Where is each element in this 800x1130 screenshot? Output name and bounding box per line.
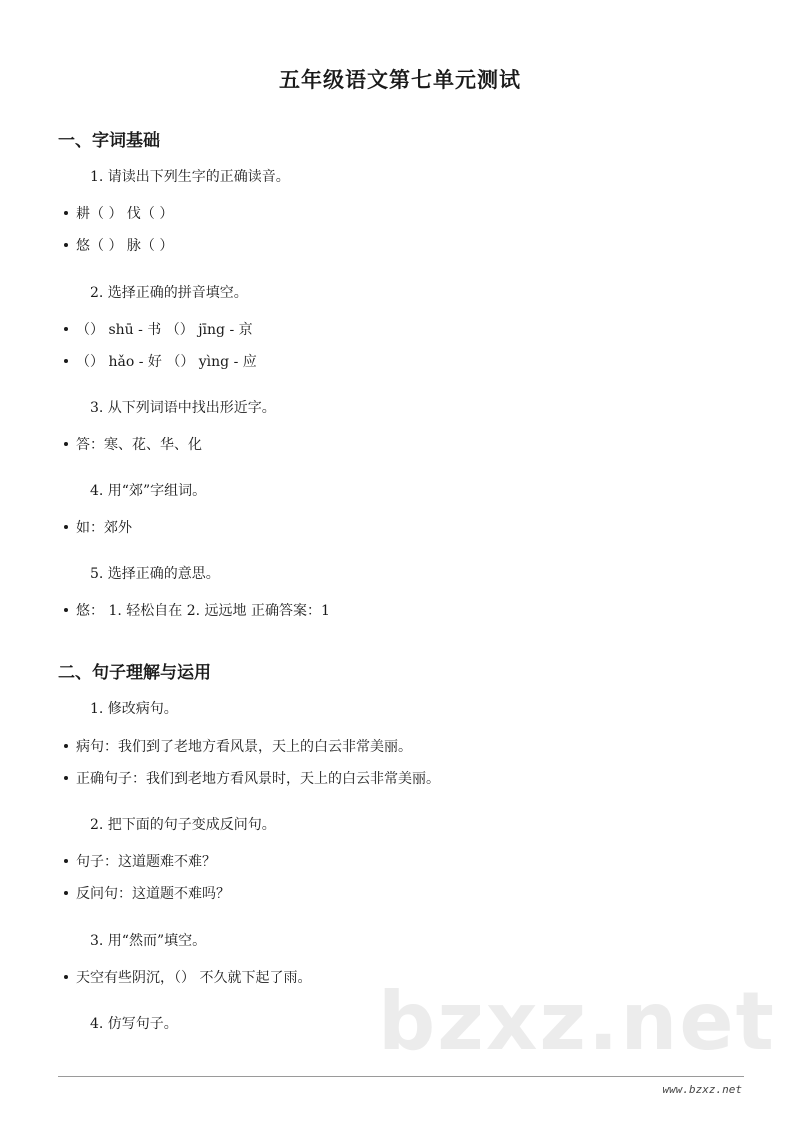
bullet-icon (64, 975, 68, 979)
question-2-1: 1. 修改病句。 (90, 701, 178, 717)
section-heading-1: 一、字词基础 (58, 131, 160, 151)
bullet-text: 反问句：这道题不难吗？ (76, 886, 230, 902)
bullet-item (64, 319, 253, 339)
bullet-text: 正确句子：我们到老地方看风景时，天上的白云非常美丽。 (76, 771, 440, 787)
question-1-4: 4. 用“郊”字组词。 (90, 483, 207, 499)
bullet-icon (64, 243, 68, 247)
bullet-item (64, 351, 257, 371)
bullet-icon (64, 442, 68, 446)
bullet-item (64, 235, 173, 255)
bullet-item (64, 434, 202, 454)
bullet-text: 句子：这道题难不难？ (76, 854, 216, 870)
bullet-item (64, 736, 412, 756)
bullet-item (64, 768, 440, 788)
bullet-text: 耕（ ） 伐（ ） (76, 206, 174, 222)
bullet-text: 天空有些阴沉，（） 不久就下起了雨。 (76, 970, 312, 986)
bullet-icon (64, 891, 68, 895)
bullet-text: （） hǎo - 好 （） yìng - 应 (76, 354, 257, 370)
footer-url: www.bzxz.net (662, 1083, 742, 1096)
bullet-item (64, 517, 132, 537)
bullet-icon (64, 776, 68, 780)
bullet-text: 悠： 1. 轻松自在 2. 远远地 正确答案：1 (76, 603, 330, 619)
question-1-2: 2. 选择正确的拼音填空。 (90, 285, 248, 301)
page-title: 五年级语文第七单元测试 (279, 68, 521, 92)
bullet-icon (64, 859, 68, 863)
question-1-1: 1. 请读出下列生字的正确读音。 (90, 169, 290, 185)
watermark-logo: bzxz.net (378, 975, 776, 1068)
bullet-text: 病句：我们到了老地方看风景，天上的白云非常美丽。 (76, 739, 412, 755)
bullet-icon (64, 359, 68, 363)
question-2-2: 2. 把下面的句子变成反问句。 (90, 817, 276, 833)
bullet-text: 如：郊外 (76, 520, 132, 536)
bullet-icon (64, 608, 68, 612)
bullet-icon (64, 525, 68, 529)
question-1-5: 5. 选择正确的意思。 (90, 566, 220, 582)
bullet-item (64, 203, 173, 223)
question-2-4: 4. 仿写句子。 (90, 1016, 178, 1032)
bullet-text: 悠（ ） 脉（ ） (76, 238, 174, 254)
question-2-3: 3. 用“然而”填空。 (90, 933, 207, 949)
footer-divider (58, 1076, 744, 1077)
bullet-icon (64, 744, 68, 748)
bullet-icon (64, 327, 68, 331)
bullet-item (64, 851, 216, 871)
question-1-3: 3. 从下列词语中找出形近字。 (90, 400, 276, 416)
bullet-text: （） shū - 书 （） jīng - 京 (76, 322, 253, 338)
bullet-item (64, 883, 230, 903)
bullet-item (64, 967, 311, 987)
section-heading-2: 二、句子理解与运用 (58, 663, 211, 683)
bullet-item (64, 600, 330, 620)
bullet-text: 答：寒、花、华、化 (76, 437, 202, 453)
bullet-icon (64, 211, 68, 215)
